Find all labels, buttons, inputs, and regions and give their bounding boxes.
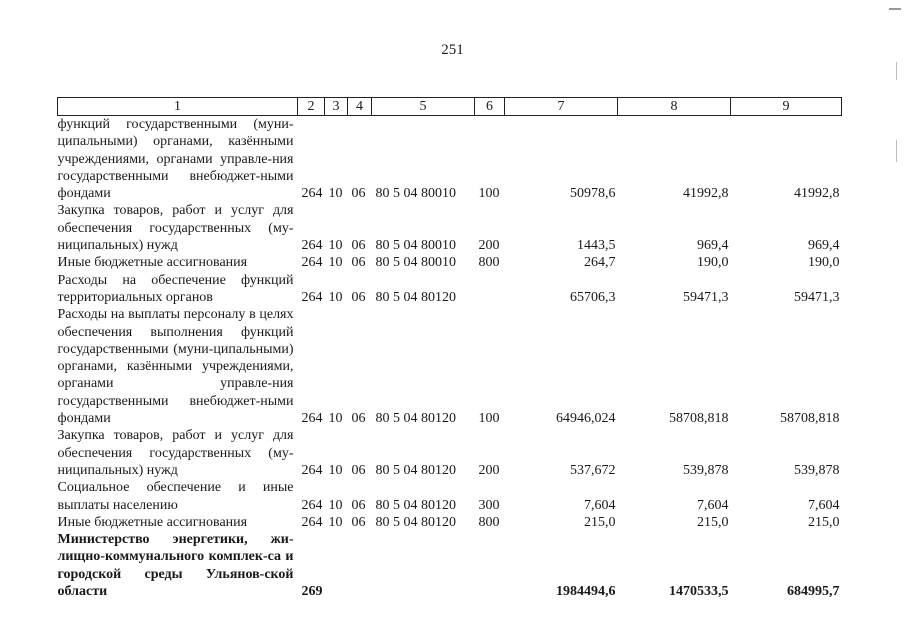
row-subsection: 06 <box>351 255 366 271</box>
row-expense-type: 800 <box>478 255 500 271</box>
table-row <box>58 202 842 254</box>
row-amount-col7: 50978,6 <box>570 186 616 202</box>
scan-edge-mark <box>896 140 897 162</box>
row-section: 10 <box>328 289 343 305</box>
row-subsection: 06 <box>351 238 366 254</box>
row-amount-col8: 215,0 <box>697 514 729 530</box>
scan-edge-mark <box>896 62 897 80</box>
budget-table <box>57 97 842 600</box>
row-target-article: 80 5 04 80120 <box>375 411 456 427</box>
row-admin-code: 264 <box>301 462 323 478</box>
header-col-6: 6 <box>475 98 505 116</box>
row-admin-code: 264 <box>301 238 323 254</box>
table-row <box>58 306 842 427</box>
row-target-article <box>372 531 475 600</box>
row-amount-col8: 539,878 <box>683 462 729 478</box>
row-expense-type: 100 <box>478 186 500 202</box>
row-amount-col9: 59471,3 <box>794 289 840 305</box>
row-amount-col7: 65706,3 <box>570 289 616 305</box>
row-target-article: 80 5 04 80120 <box>375 462 456 478</box>
row-subsection: 06 <box>351 462 366 478</box>
row-amount-col7: 537,672 <box>570 462 616 478</box>
scan-corner-mark <box>889 8 901 10</box>
row-amount-col9: 7,604 <box>808 497 840 513</box>
table-row <box>58 427 842 479</box>
row-name: Расходы на выплаты персоналу в целях обеспечения выполнения функций государственными (муни-ципальными) органами, казёнными учреждениями, органами управле-ния государственными внебюджет-ными фондами <box>57 307 294 427</box>
row-amount-col9: 58708,818 <box>780 411 840 427</box>
row-amount-col7: 1443,5 <box>577 238 616 254</box>
row-expense-type: 800 <box>478 514 500 530</box>
row-subsection <box>348 531 372 600</box>
row-name: Иные бюджетные ассигнования <box>57 255 248 271</box>
row-target-article: 80 5 04 80120 <box>375 497 456 513</box>
row-target-article: 80 5 04 80010 <box>375 186 456 202</box>
row-admin-code: 264 <box>301 514 323 530</box>
header-col-8: 8 <box>618 98 731 116</box>
row-amount-col8: 7,604 <box>697 497 729 513</box>
header-col-5: 5 <box>372 98 475 116</box>
row-expense-type <box>475 531 505 600</box>
row-section: 10 <box>328 238 343 254</box>
row-name: Социальное обеспечение и иные выплаты населению <box>57 480 294 513</box>
row-subsection: 06 <box>351 514 366 530</box>
row-subsection: 06 <box>351 497 366 513</box>
row-target-article: 80 5 04 80120 <box>375 289 456 305</box>
header-col-7: 7 <box>505 98 618 116</box>
row-amount-col8: 190,0 <box>697 255 729 271</box>
table-row <box>58 514 842 531</box>
row-amount-col9: 41992,8 <box>794 186 840 202</box>
row-expense-type: 100 <box>478 411 500 427</box>
row-amount-col8: 41992,8 <box>683 186 729 202</box>
row-section: 10 <box>328 497 343 513</box>
row-admin-code: 264 <box>301 411 323 427</box>
row-admin-code: 264 <box>301 497 323 513</box>
table-row <box>58 272 842 307</box>
row-amount-col7: 7,604 <box>584 497 616 513</box>
row-amount-col7: 264,7 <box>584 255 616 271</box>
row-amount-col7: 64946,024 <box>556 411 616 427</box>
row-expense-type: 300 <box>478 497 500 513</box>
row-admin-code: 264 <box>301 255 323 271</box>
header-col-9: 9 <box>731 98 842 116</box>
row-amount-col9: 969,4 <box>808 238 840 254</box>
row-amount-col9: 215,0 <box>808 514 840 530</box>
row-target-article: 80 5 04 80010 <box>375 255 456 271</box>
header-col-3: 3 <box>325 98 348 116</box>
row-amount-col8: 969,4 <box>697 238 729 254</box>
row-name: Иные бюджетные ассигнования <box>57 514 248 530</box>
row-name: Закупка товаров, работ и услуг для обеспечения государственных (му-ниципальных) нужд <box>57 428 294 478</box>
row-amount-col8: 1470533,5 <box>669 584 729 600</box>
table-row <box>58 254 842 271</box>
row-amount-col7: 1984494,6 <box>556 584 616 600</box>
row-name: Министерство энергетики, жи-лищно-коммунального комплек-са и городской среды Ульянов-ской области <box>57 532 294 600</box>
row-amount-col7: 215,0 <box>584 514 616 530</box>
row-subsection: 06 <box>351 289 366 305</box>
header-row <box>58 98 842 116</box>
row-target-article: 80 5 04 80120 <box>375 514 456 530</box>
header-col-2: 2 <box>298 98 325 116</box>
row-amount-col9: 190,0 <box>808 255 840 271</box>
row-name: Закупка товаров, работ и услуг для обеспечения государственных (му-ниципальных) нужд <box>57 203 294 254</box>
row-amount-col8: 58708,818 <box>669 411 729 427</box>
row-subsection: 06 <box>351 186 366 202</box>
header-col-4: 4 <box>348 98 372 116</box>
row-subsection: 06 <box>351 411 366 427</box>
row-section: 10 <box>328 514 343 530</box>
row-admin-code: 269 <box>301 584 323 600</box>
row-section: 10 <box>328 411 343 427</box>
row-expense-type: 200 <box>478 462 500 478</box>
table-row <box>58 116 842 203</box>
table-row <box>58 531 842 600</box>
page-number: 251 <box>441 42 464 58</box>
row-section: 10 <box>328 462 343 478</box>
row-amount-col9: 539,878 <box>794 462 840 478</box>
header-col-1: 1 <box>58 98 298 116</box>
row-expense-type: 200 <box>478 238 500 254</box>
row-section: 10 <box>328 186 343 202</box>
row-section: 10 <box>328 255 343 271</box>
row-amount-col8: 59471,3 <box>683 289 729 305</box>
row-name: функций государственными (муни-ципальными) органами, казёнными учреждениями, органами управле-ния государственными внебюджет-ными фондами <box>57 117 294 202</box>
row-section <box>325 531 348 600</box>
row-name: Расходы на обеспечение функций территориальных органов <box>57 272 294 305</box>
row-expense-type <box>475 272 505 307</box>
row-target-article: 80 5 04 80010 <box>375 238 456 254</box>
table-row <box>58 479 842 514</box>
row-admin-code: 264 <box>301 289 323 305</box>
row-amount-col9: 684995,7 <box>787 584 840 600</box>
row-admin-code: 264 <box>301 186 323 202</box>
